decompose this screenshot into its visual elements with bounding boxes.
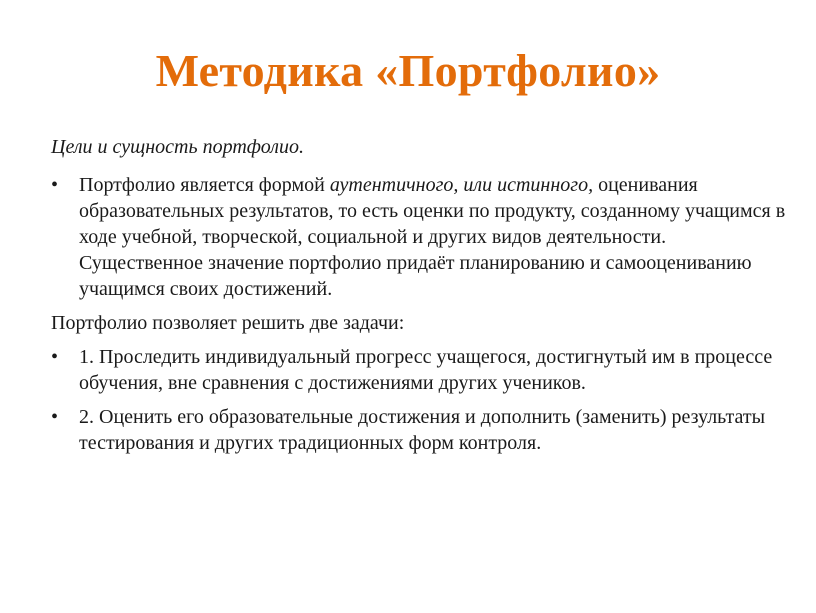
bullet-text-emphasis: аутентичного, или истинного, (329, 174, 594, 196)
bullet-item-definition (51, 172, 791, 302)
slide-content (51, 134, 791, 464)
task-text: 1. Проследить индивидуальный прогресс учащегося, достигнутый им в процессе обучения, вне сравнения с достижениями других учеников. (79, 346, 773, 394)
bullet-text-part-a: Портфолио является формой (79, 174, 330, 196)
slide-title: Методика «Портфолио» (155, 45, 661, 96)
bullet-text-part-b: оценивания образовательных результатов, то есть оценки по продукту, созданному учащимся в ходе учебной, творческой, социальной и других видов деятельности. Существенное значение портфолио придаёт планированию и самооцениванию учащимся своих достижений. (79, 174, 786, 300)
bullet-mark: • (51, 346, 59, 368)
bullet-mark: • (51, 174, 59, 196)
section-subtitle: Цели и сущность портфолио. (51, 136, 304, 158)
tasks-intro: Портфолио позволяет решить две задачи: (51, 312, 405, 334)
bullet-mark: • (51, 406, 59, 428)
bullet-item-task-2 (51, 404, 791, 456)
bullet-item-task-1 (51, 344, 791, 396)
task-text: 2. Оценить его образовательные достижения и дополнить (заменить) результаты тестирования и других традиционных форм контроля. (79, 406, 766, 454)
